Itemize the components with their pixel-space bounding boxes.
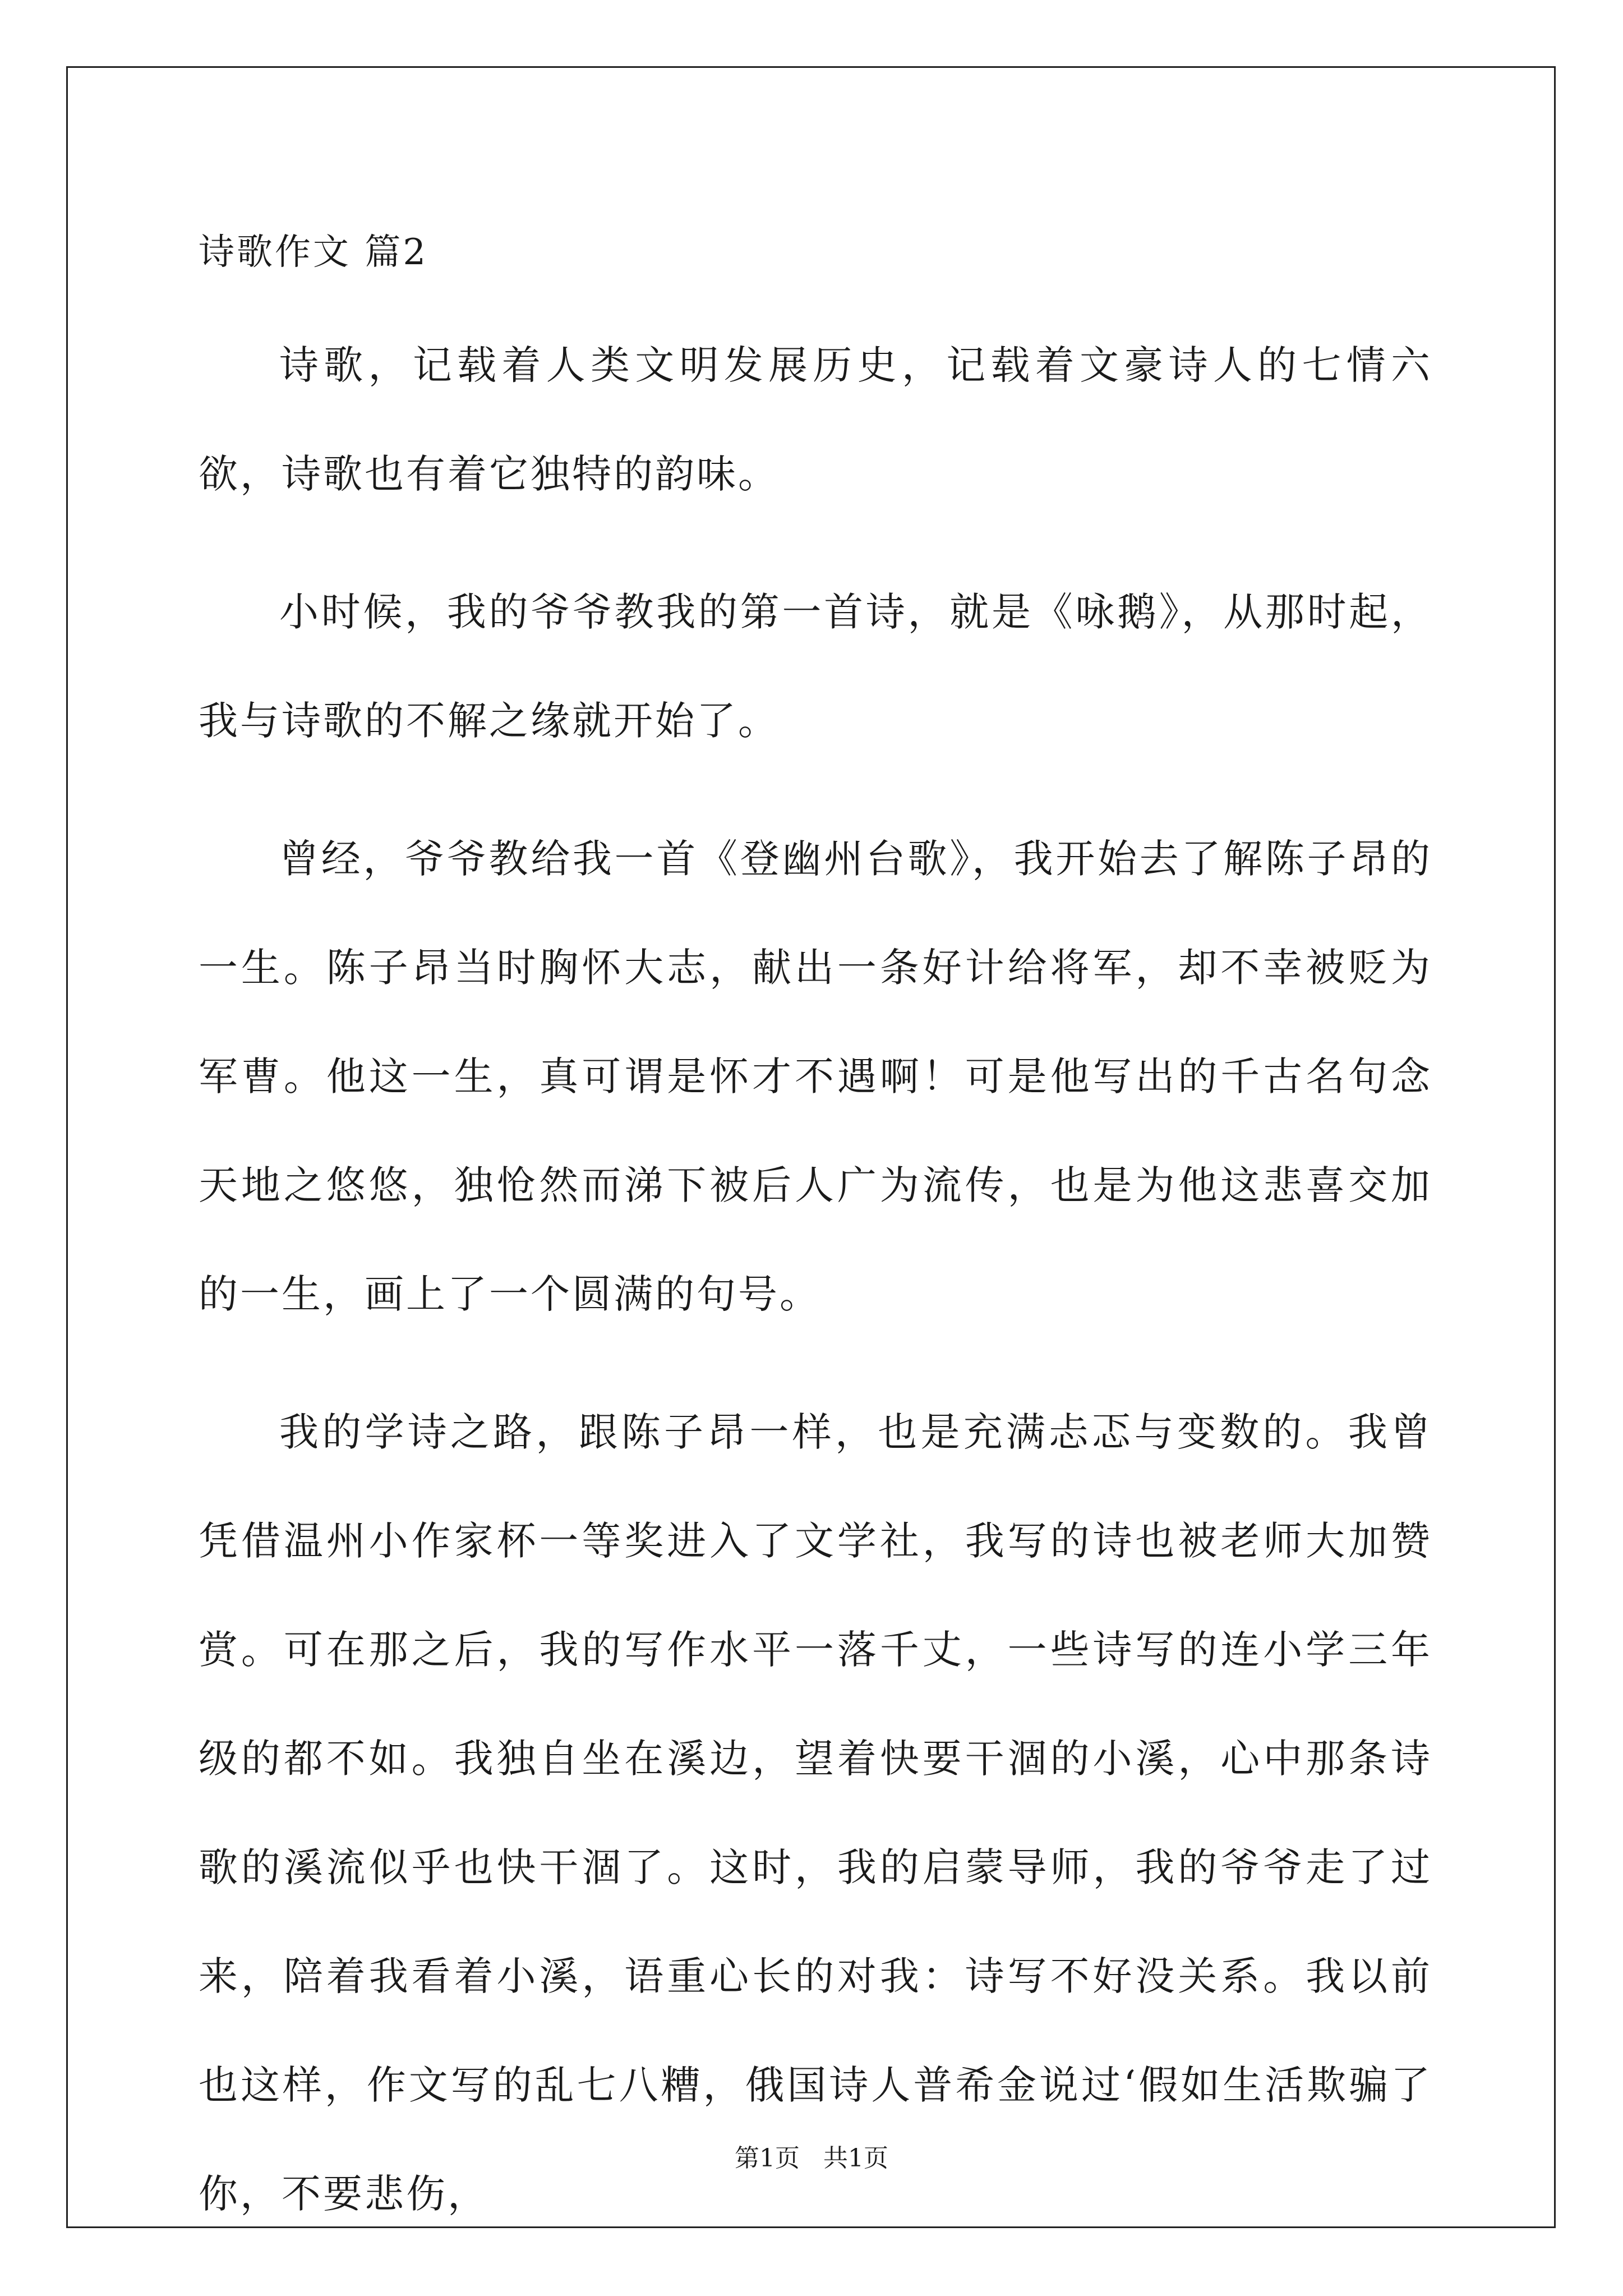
paragraph-3: 曾经，爷爷教给我一首《登幽州台歌》，我开始去了解陈子昂的一生。陈子昂当时胸怀大志，献出一条好计给将军，却不幸被贬为军曹。他这一生，真可谓是怀才不遇啊！可是他写出的千古名句念天地之悠悠，独怆然而涕下被后人广为流传，也是为他这悲喜交加的一生，画上了一个圆满的句号。 [199, 836, 1432, 1317]
paragraph-2: 小时候，我的爷爷教我的第一首诗，就是《咏鹅》，从那时起，我与诗歌的不解之缘就开始了。 [199, 589, 1432, 744]
paragraph-1: 诗歌，记载着人类文明发展历史，记载着文豪诗人的七情六欲，诗歌也有着它独特的韵味。 [199, 342, 1432, 497]
document-body [199, 224, 1432, 2248]
document-title: 诗歌作文 篇2 [199, 232, 428, 273]
page-number-footer: 第1页 共1页 [735, 2144, 888, 2173]
paragraph-4: 我的学诗之路，跟陈子昂一样，也是充满忐忑与变数的。我曾凭借温州小作家杯一等奖进入了文学社，我写的诗也被老师大加赞赏。可在那之后，我的写作水平一落千丈，一些诗写的连小学三年级的都不如。我独自坐在溪边，望着快要干涸的小溪，心中那条诗歌的溪流似乎也快干涸了。这时，我的启蒙导师，我的爷爷走了过来，陪着我看着小溪，语重心长的对我：诗写不好没关系。我以前也这样，作文写的乱七八糟，俄国诗人普希金说过‘假如生活欺骗了你，不要悲伤， [199, 1409, 1432, 2217]
